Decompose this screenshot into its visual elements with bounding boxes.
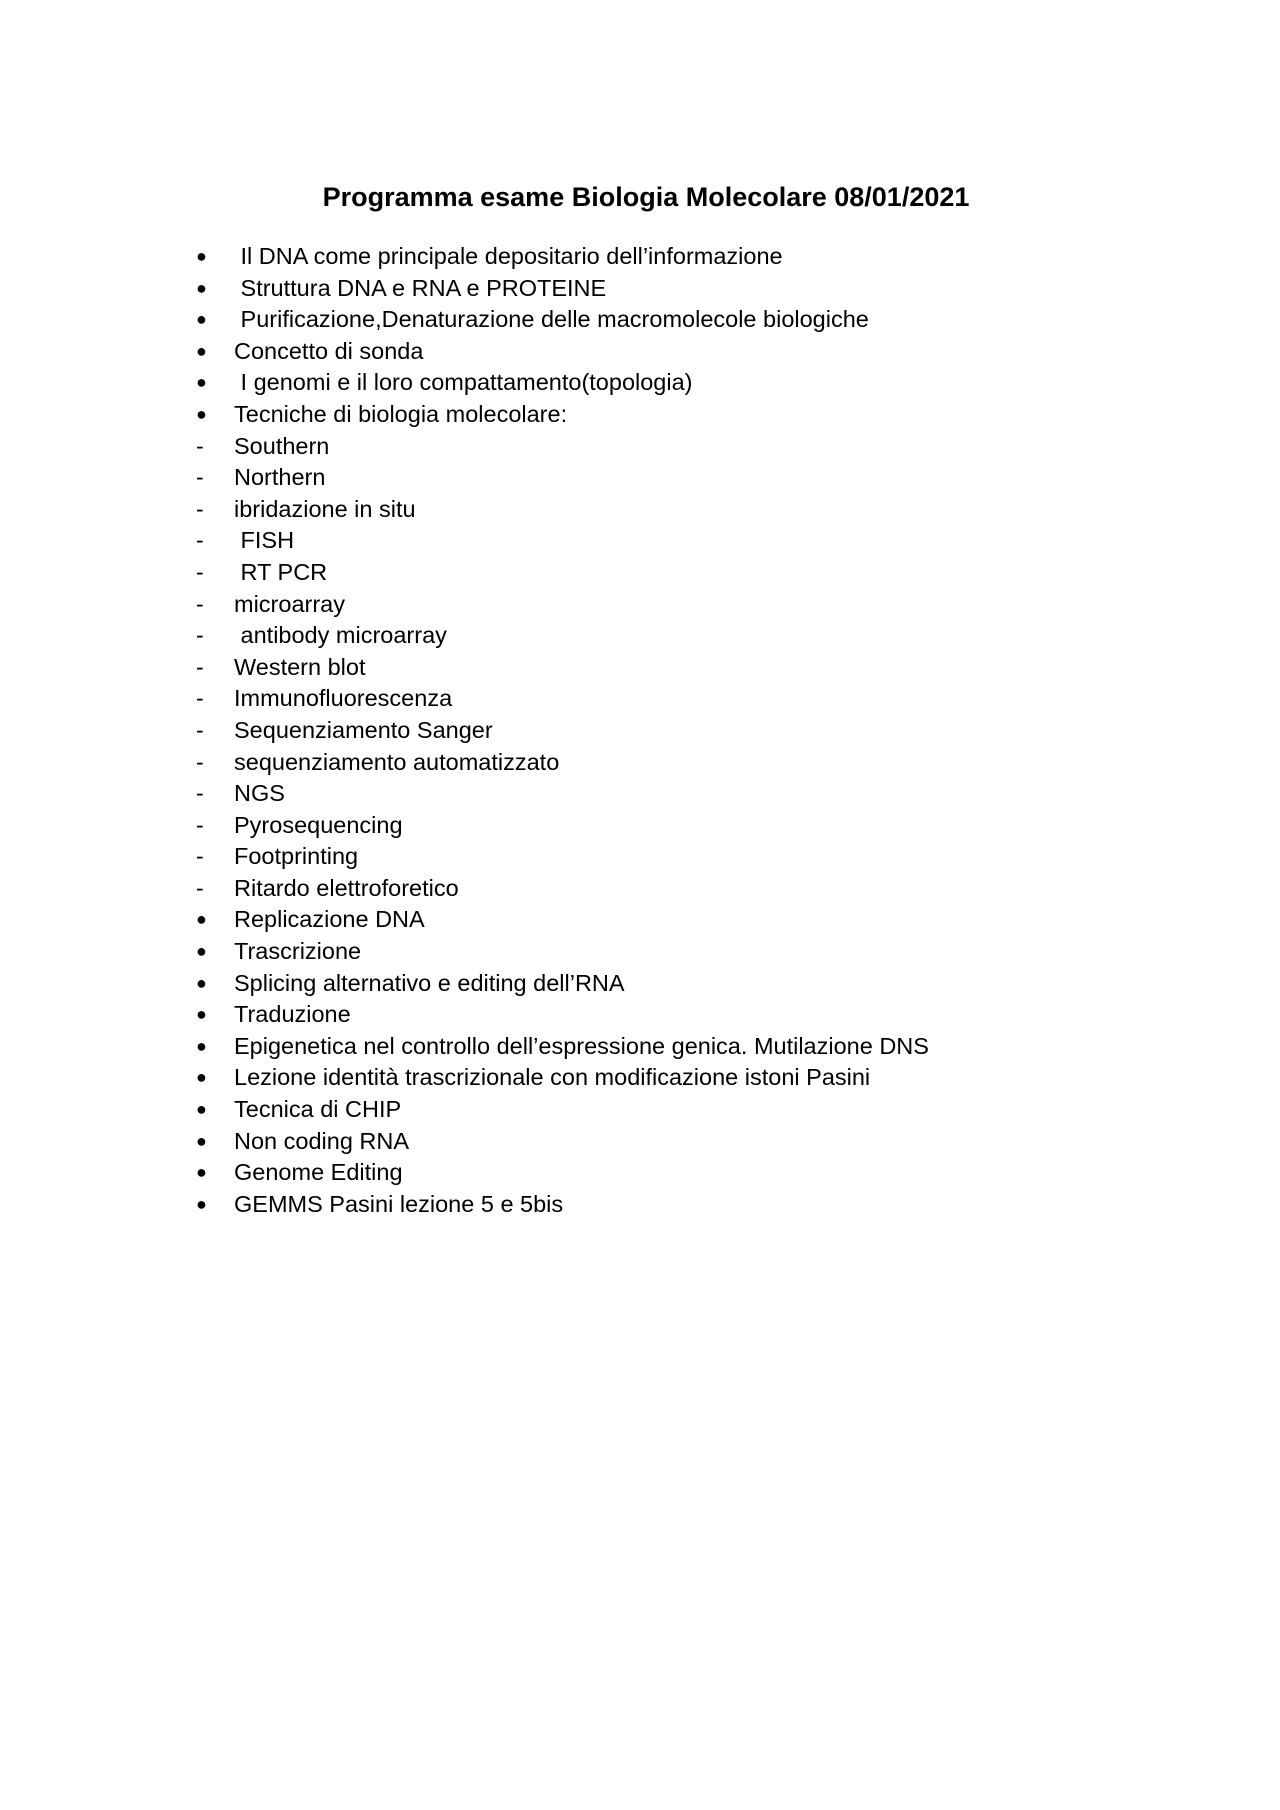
bullet-marker: ● (196, 309, 207, 330)
list-item-text: ibridazione in situ (234, 495, 416, 522)
list-item-text: Sequenziamento Sanger (234, 716, 493, 743)
bullet-marker: ● (196, 277, 207, 298)
list-item-text: Genome Editing (234, 1159, 403, 1186)
list-item-text: Concetto di sonda (234, 337, 424, 364)
list-item-text: Traduzione (234, 1001, 351, 1028)
dash-marker: - (196, 685, 204, 712)
list-item-text: Purificazione,Denaturazione delle macromolecole biologiche (234, 306, 869, 333)
document-title: Programma esame Biologia Molecolare 08/01/2021 (322, 182, 970, 212)
list-item-text: Replicazione DNA (234, 906, 425, 933)
list-item-text: Non coding RNA (234, 1127, 410, 1154)
list-item-text: Tecnica di CHIP (234, 1096, 402, 1123)
bullet-marker: ● (196, 1099, 207, 1120)
bullet-marker: ● (196, 972, 207, 993)
list-item-text: antibody microarray (234, 622, 447, 649)
list-item-text: RT PCR (234, 558, 328, 585)
bullet-marker: ● (196, 372, 207, 393)
dash-marker: - (196, 464, 204, 491)
list-item-text: I genomi e il loro compattamento(topologia) (234, 369, 693, 396)
list-item-text: Splicing alternativo e editing dell’RNA (234, 969, 625, 996)
bullet-marker: ● (196, 1004, 207, 1025)
list-item-text: Epigenetica nel controllo dell’espressione genica. Mutilazione DNS (234, 1032, 929, 1059)
list-item-text: Struttura DNA e RNA e PROTEINE (234, 274, 607, 301)
bullet-marker: ● (196, 1193, 207, 1214)
dash-marker: - (196, 874, 204, 901)
list-item-text: sequenziamento automatizzato (234, 748, 560, 775)
list-item-text: Southern (234, 432, 330, 459)
bullet-marker: ● (196, 340, 207, 361)
dash-marker: - (196, 495, 204, 522)
list-item-text: Lezione identità trascrizionale con modificazione istoni Pasini (234, 1064, 871, 1091)
list-item-text: Footprinting (234, 843, 359, 870)
list-item-text: Tecniche di biologia molecolare: (234, 400, 568, 427)
dash-marker: - (196, 590, 204, 617)
dash-marker: - (196, 622, 204, 649)
list-item-text: Trascrizione (234, 938, 362, 965)
bullet-marker: ● (196, 403, 207, 424)
dash-marker: - (196, 748, 204, 775)
bullet-marker: ● (196, 1035, 207, 1056)
list-item-text: Northern (234, 464, 326, 491)
list-item-text: GEMMS Pasini lezione 5 e 5bis (234, 1190, 564, 1217)
list-item-text: Ritardo elettroforetico (234, 874, 459, 901)
bullet-marker: ● (196, 246, 207, 266)
dash-marker: - (196, 843, 204, 870)
dash-marker: - (196, 558, 204, 585)
dash-marker: - (196, 432, 204, 459)
bullet-marker: ● (196, 909, 207, 930)
bullet-marker: ● (196, 1162, 207, 1183)
bullet-marker: ● (196, 1067, 207, 1088)
dash-marker: - (196, 653, 204, 680)
bullet-marker: ● (196, 941, 207, 962)
list-item-text: microarray (234, 590, 345, 617)
list-item-text: Il DNA come principale depositario dell’informazione (234, 243, 783, 269)
dash-marker: - (196, 811, 204, 838)
dash-marker: - (196, 716, 204, 743)
bullet-marker: ● (196, 1130, 207, 1151)
list-item-text: Western blot (234, 653, 366, 680)
list-item-text: NGS (234, 780, 285, 807)
dash-marker: - (196, 780, 204, 807)
list-item-text: FISH (234, 527, 295, 554)
list-item-text: Pyrosequencing (234, 811, 403, 838)
list-item-text: Immunofluorescenza (234, 685, 453, 712)
dash-marker: - (196, 527, 204, 554)
